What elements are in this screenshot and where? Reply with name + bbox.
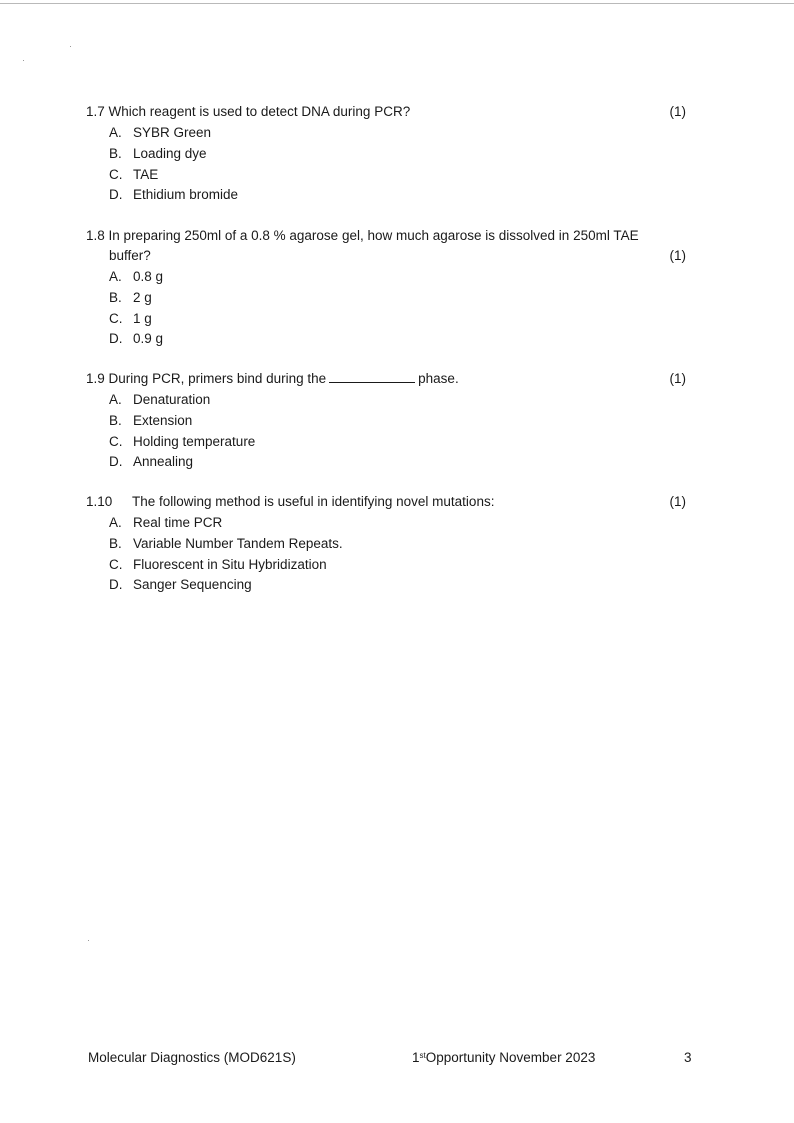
question-text: Which reagent is used to detect DNA during PCR?	[108, 104, 411, 119]
question-stem-continued: buffer? (1)	[86, 246, 686, 266]
scan-top-edge	[0, 3, 794, 4]
answer-option-b: B. Extension	[109, 412, 193, 428]
scan-speck	[70, 46, 71, 47]
question-stem	[86, 492, 686, 512]
answer-option-b: B. Loading dye	[109, 145, 207, 161]
answer-options	[86, 267, 686, 350]
answer-options	[86, 123, 686, 206]
footer-course: Molecular Diagnostics (MOD621S)	[88, 1050, 296, 1065]
answer-option-c: C. 1 g	[109, 310, 152, 326]
question-text: During PCR, primers bind during the	[108, 371, 327, 386]
question-number: 1.8	[86, 228, 105, 243]
answer-option-a: A. Real time PCR	[109, 515, 223, 530]
question-marks: (1)	[669, 104, 686, 119]
question-number: 1.7	[86, 104, 105, 119]
answer-options	[86, 513, 686, 596]
answer-option-d: D. Sanger Sequencing	[109, 577, 252, 593]
question-stem	[86, 226, 686, 246]
answer-option-a: A. Denaturation	[109, 392, 211, 407]
page-number: 3	[684, 1050, 692, 1065]
scan-speck	[23, 60, 24, 61]
answer-option-c: C. Fluorescent in Situ Hybridization	[109, 556, 327, 572]
question-1-7	[86, 102, 686, 206]
answer-options	[86, 390, 686, 473]
answer-option-d: D. Ethidium bromide	[109, 187, 239, 203]
answer-option-b: B. Variable Number Tandem Repeats.	[109, 535, 343, 551]
question-1-8	[86, 226, 686, 350]
question-marks: (1)	[669, 248, 686, 263]
answer-option-c: C. TAE	[109, 166, 159, 182]
question-text: In preparing 250ml of a 0.8 % agarose gel, how much agarose is dissolved in 250ml TAE	[108, 228, 639, 243]
answer-option-a: A. SYBR Green	[109, 125, 212, 140]
question-number: 1.10	[86, 494, 113, 509]
footer-opportunity: 1stOpportunity November 2023	[412, 1050, 596, 1065]
question-stem	[86, 369, 686, 389]
answer-option-d: D. Annealing	[109, 454, 194, 470]
question-number: 1.9	[86, 371, 105, 386]
question-1-9	[86, 369, 686, 473]
fill-in-blank	[329, 370, 415, 383]
question-marks: (1)	[669, 371, 686, 386]
question-text: The following method is useful in identifying novel mutations:	[132, 494, 495, 509]
answer-option-c: C. Holding temperature	[109, 433, 256, 449]
question-stem	[86, 102, 686, 122]
answer-option-d: D. 0.9 g	[109, 331, 164, 347]
answer-option-a: A. 0.8 g	[109, 269, 164, 284]
question-1-10	[86, 492, 686, 596]
question-text-after-blank: phase.	[418, 371, 459, 386]
question-marks: (1)	[669, 494, 686, 509]
scan-speck	[88, 940, 89, 941]
answer-option-b: B. 2 g	[109, 289, 152, 305]
